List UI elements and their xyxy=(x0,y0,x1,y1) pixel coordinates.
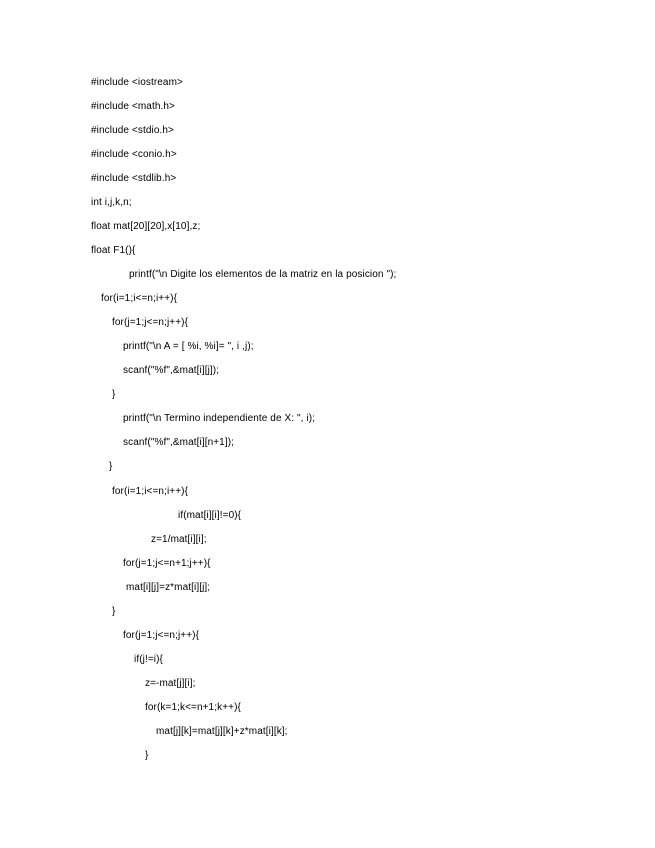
code-line: if(mat[i][i]!=0){ xyxy=(178,510,242,521)
code-line: } xyxy=(112,606,116,617)
code-line: #include <conio.h> xyxy=(91,149,177,160)
code-line: for(j=1;j<=n;j++){ xyxy=(112,317,189,328)
code-line: } xyxy=(109,461,113,472)
code-line: for(k=1;k<=n+1;k++){ xyxy=(145,702,241,713)
code-line: } xyxy=(112,389,116,400)
code-line: #include <math.h> xyxy=(91,101,175,112)
code-line: printf("\n A = [ %i, %i]= ", i ,j); xyxy=(123,341,254,352)
code-line: mat[j][k]=mat[j][k]+z*mat[i][k]; xyxy=(156,726,288,737)
code-line: #include <stdlib.h> xyxy=(91,173,177,184)
code-line: for(i=1;i<=n;i++){ xyxy=(101,293,178,304)
code-line: printf("\n Digite los elementos de la matriz en la posicion "); xyxy=(129,269,397,280)
code-line: mat[i][j]=z*mat[i][j]; xyxy=(126,582,211,593)
code-line: } xyxy=(145,750,149,761)
code-line: z=1/mat[i][i]; xyxy=(151,534,207,545)
code-line: #include <iostream> xyxy=(91,77,183,88)
code-line: int i,j,k,n; xyxy=(91,197,132,208)
code-line: for(j=1;j<=n;j++){ xyxy=(123,630,200,641)
code-line: float F1(){ xyxy=(91,245,136,256)
code-line: for(i=1;i<=n;i++){ xyxy=(112,486,189,497)
code-line: #include <stdio.h> xyxy=(91,125,174,136)
code-line: printf("\n Termino independiente de X: ", i); xyxy=(123,413,316,424)
code-line: z=-mat[j][i]; xyxy=(145,678,196,689)
code-line: float mat[20][20],x[10],z; xyxy=(91,221,201,232)
code-line: scanf("%f",&mat[i][n+1]); xyxy=(123,437,235,448)
code-line: for(j=1;j<=n+1;j++){ xyxy=(123,558,211,569)
code-line: if(j!=i){ xyxy=(134,654,163,665)
code-line: scanf("%f",&mat[i][j]); xyxy=(123,365,220,376)
